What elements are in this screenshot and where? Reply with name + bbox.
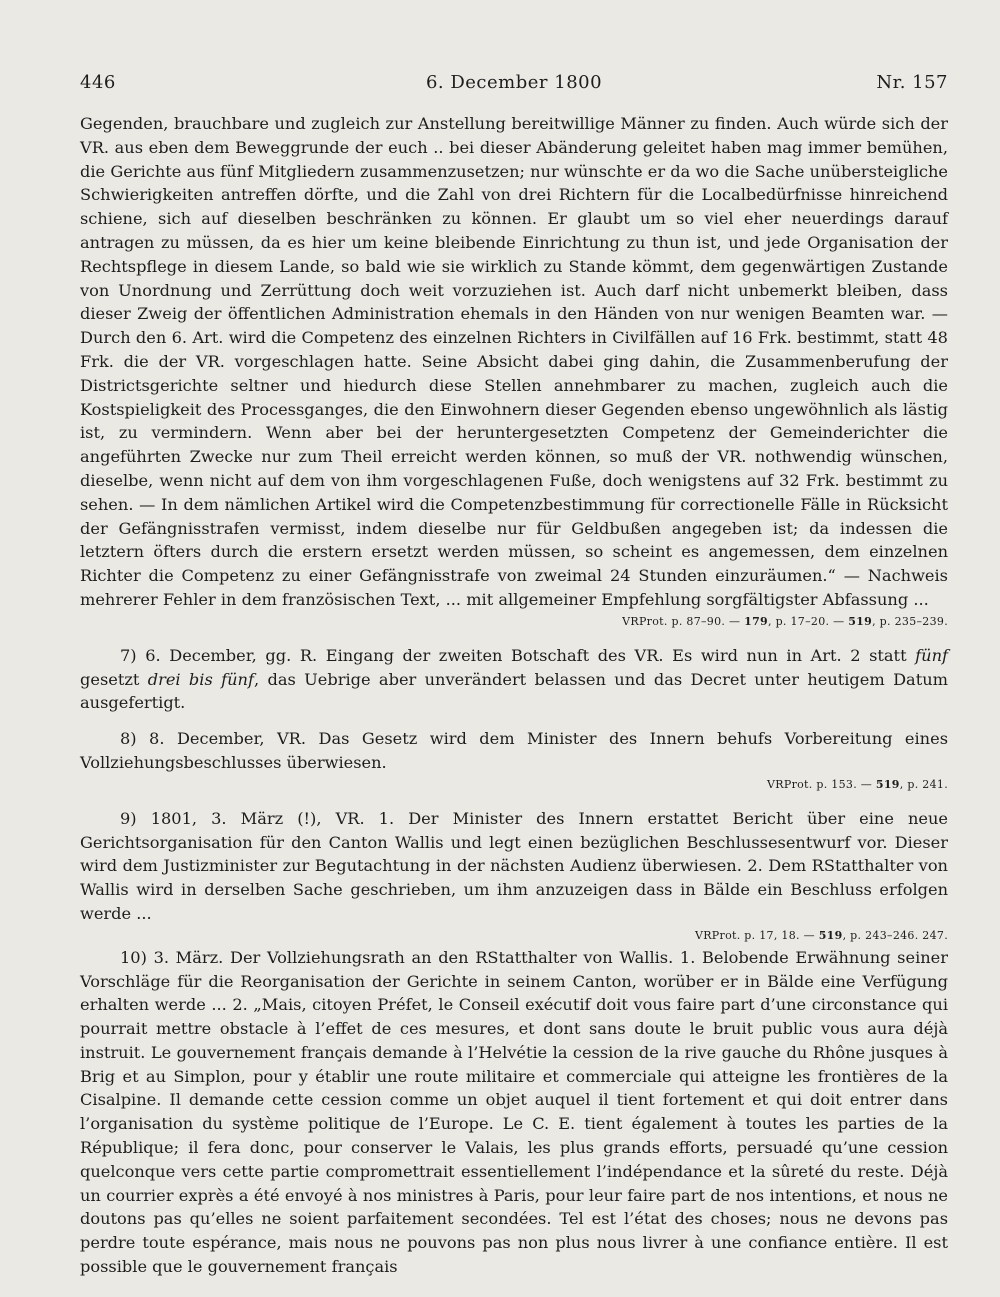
entry-7-emphasis: drei bis fünf — [147, 669, 254, 689]
source-ref-part: , p. 17–20. — — [767, 614, 849, 628]
source-ref-part: , p. 235–239. — [872, 614, 948, 628]
source-ref-volume: 519 — [818, 928, 843, 942]
source-ref-volume: 519 — [875, 777, 900, 791]
source-ref-part: , p. 243–246. 247. — [842, 928, 948, 942]
page-header — [80, 72, 948, 100]
source-ref-part: , p. 241. — [899, 777, 948, 791]
entry-7-text: 7) 6. December, gg. R. Eingang der zweiten Botschaft des VR. Es wird nun in Art. 2 statt — [120, 645, 916, 665]
source-ref-volume: 179 — [744, 614, 768, 628]
entry-7-emphasis: fünf — [915, 645, 948, 665]
entry-8: 8) 8. December, VR. Das Gesetz wird dem Minister des Innern behufs Vorbereitung eines Vollziehungsbeschlusses überwiesen. — [80, 729, 948, 772]
entry-8-source-reference — [80, 775, 948, 795]
source-ref-part: VRProt. p. 153. — — [767, 777, 876, 791]
document-number: Nr. 157 — [876, 72, 948, 93]
entry-7 — [80, 644, 948, 715]
page-body — [80, 112, 948, 1279]
intro-source-reference — [80, 612, 948, 632]
entry-7-text: , das Uebrige aber unverändert belassen und das Decret unter heutigem Datum ausgefertigt. — [80, 669, 948, 713]
entry-9-source-reference — [80, 926, 948, 946]
intro-paragraph: Gegenden, brauchbare und zugleich zur Anstellung bereitwillige Männer zu finden. Auch würde sich der VR. aus eben dem Beweggrunde der euch .. bei dieser Abänderung geleitet haben mag immer bemühen, die Gerichte aus fünf Mitgliedern zusammenzusetzen; nur wünschte er da wo die Sache unübersteigliche Schwierigkeiten antreffen dörfte, und die Zahl von drei Richtern für die Localbedürfnisse hinreichend schiene, sich auf dieselben beschränken zu können. Er glaubt um so viel eher neuerdings darauf antragen zu müssen, da es hier um keine bleibende Einrichtung zu thun ist, und jede Organisation der Rechtspflege in diesem Lande, so bald wie sie wirklich zu Stande kömmt, dem gegenwärtigen Zustande von Unordnung und Zerrüttung doch weit vorzuziehen ist. Auch darf nicht unbemerkt bleiben, dass dieser Zweig der öffentlichen Administration ehemals in den Händen von nur wenigen Beamten war. — Durch den 6. Art. wird die Competenz des einzelnen Richters in Civilfällen auf 16 Frk. bestimmt, statt 48 Frk. die der VR. vorgeschlagen hatte. Seine Absicht dabei ging dahin, die Zusammenberufung der Districtsgerichte seltner und hiedurch diese Stellen annehmbarer zu machen, zugleich auch die Kostspieligkeit des Processganges, die den Einwohnern dieser Gegenden ebenso ungewöhnlich als lästig ist, zu vermindern. Wenn aber bei der heruntergesetzten Competenz der Gemeinderichter die angeführten Zwecke nur zum Theil erreicht werden können, so muß der VR. nothwendig wünschen, dieselbe, wenn nicht auf dem von ihm vorgeschlagenen Fuße, doch wenigstens auf 32 Frk. bestimmt zu sehen. — In dem nämlichen Artikel wird die Competenzbestimmung für correctionelle Fälle in Rücksicht der Gefängnisstrafen vermisst, indem dieselbe nur für Geldbußen angegeben ist; da indessen die letztern öfters durch die erstern ersetzt werden müssen, so scheint es angemessen, dem einzelnen Richter die Competenz zu einer Gefängnisstrafe von zweimal 24 Stunden einzuräumen.“ — Nachweis mehrerer Fehler in dem französischen Text, ... mit allgemeiner Empfehlung sorgfältigster Abfassung ... — [80, 114, 948, 609]
source-ref-part: VRProt. p. 17, 18. — — [694, 928, 819, 942]
source-ref-part: VRProt. p. 87–90. — — [622, 614, 745, 628]
page-number: 446 — [80, 72, 116, 93]
entry-7-text: gesetzt — [80, 669, 148, 689]
source-ref-volume: 519 — [848, 614, 873, 628]
running-title-date: 6. December 1800 — [425, 72, 603, 93]
entry-10: 10) 3. März. Der Vollziehungsrath an den RStatthalter von Wallis. 1. Belobende Erwähnung seiner Vorschläge für die Reorganisation der Gerichte in seinem Canton, worüber er in Bälde eine Verfügung erhalten werde ... 2. „Mais, citoyen Préfet, le Conseil exécutif doit vous faire part d’une circonstance qui pourrait mettre obstacle à l’effet de ces mesures, et dont sans doute le bruit public vous aura déjà instruit. Le gouvernement français demande à l’Helvétie la cession de la rive gauche du Rhône jusques à Brig et au Simplon, pour y établir une route militaire et commerciale qui atteigne les frontières de la Cisalpine. Il demande cette cession comme un objet auquel il tient fortement et qui doit entrer dans l’organisation du système politique de l’Europe. Le C. E. tient également à toutes les parties de la République; il fera donc, pour conserver le Valais, les plus grands efforts, persuadé qu’une cession quelconque vers cette partie compromettrait essentiellement l’indépendance et la sûreté du reste. Déjà un courrier exprès a été envoyé à nos ministres à Paris, pour leur faire part de nos intentions, et nous ne doutons pas qu’elles ne soient parfaitement secondées. Tel est l’état des choses; nous ne devons pas perdre toute espérance, mais nous ne pouvons pas non plus nous livrer à une confiance entière. Il est possible que le gouvernement français — [80, 947, 948, 1277]
entry-9: 9) 1801, 3. März (!), VR. 1. Der Minister des Innern erstattet Bericht über eine neue Gerichtsorganisation für den Canton Wallis und legt einen bezüglichen Beschlussesentwurf vor. Dieser wird dem Justizminister zur Begutachtung in der nächsten Audienz überwiesen. 2. Dem RStatthalter von Wallis wird in derselben Sache geschrieben, um ihm anzuzeigen dass in Bälde ein Beschluss erfolgen werde ... — [80, 808, 948, 923]
